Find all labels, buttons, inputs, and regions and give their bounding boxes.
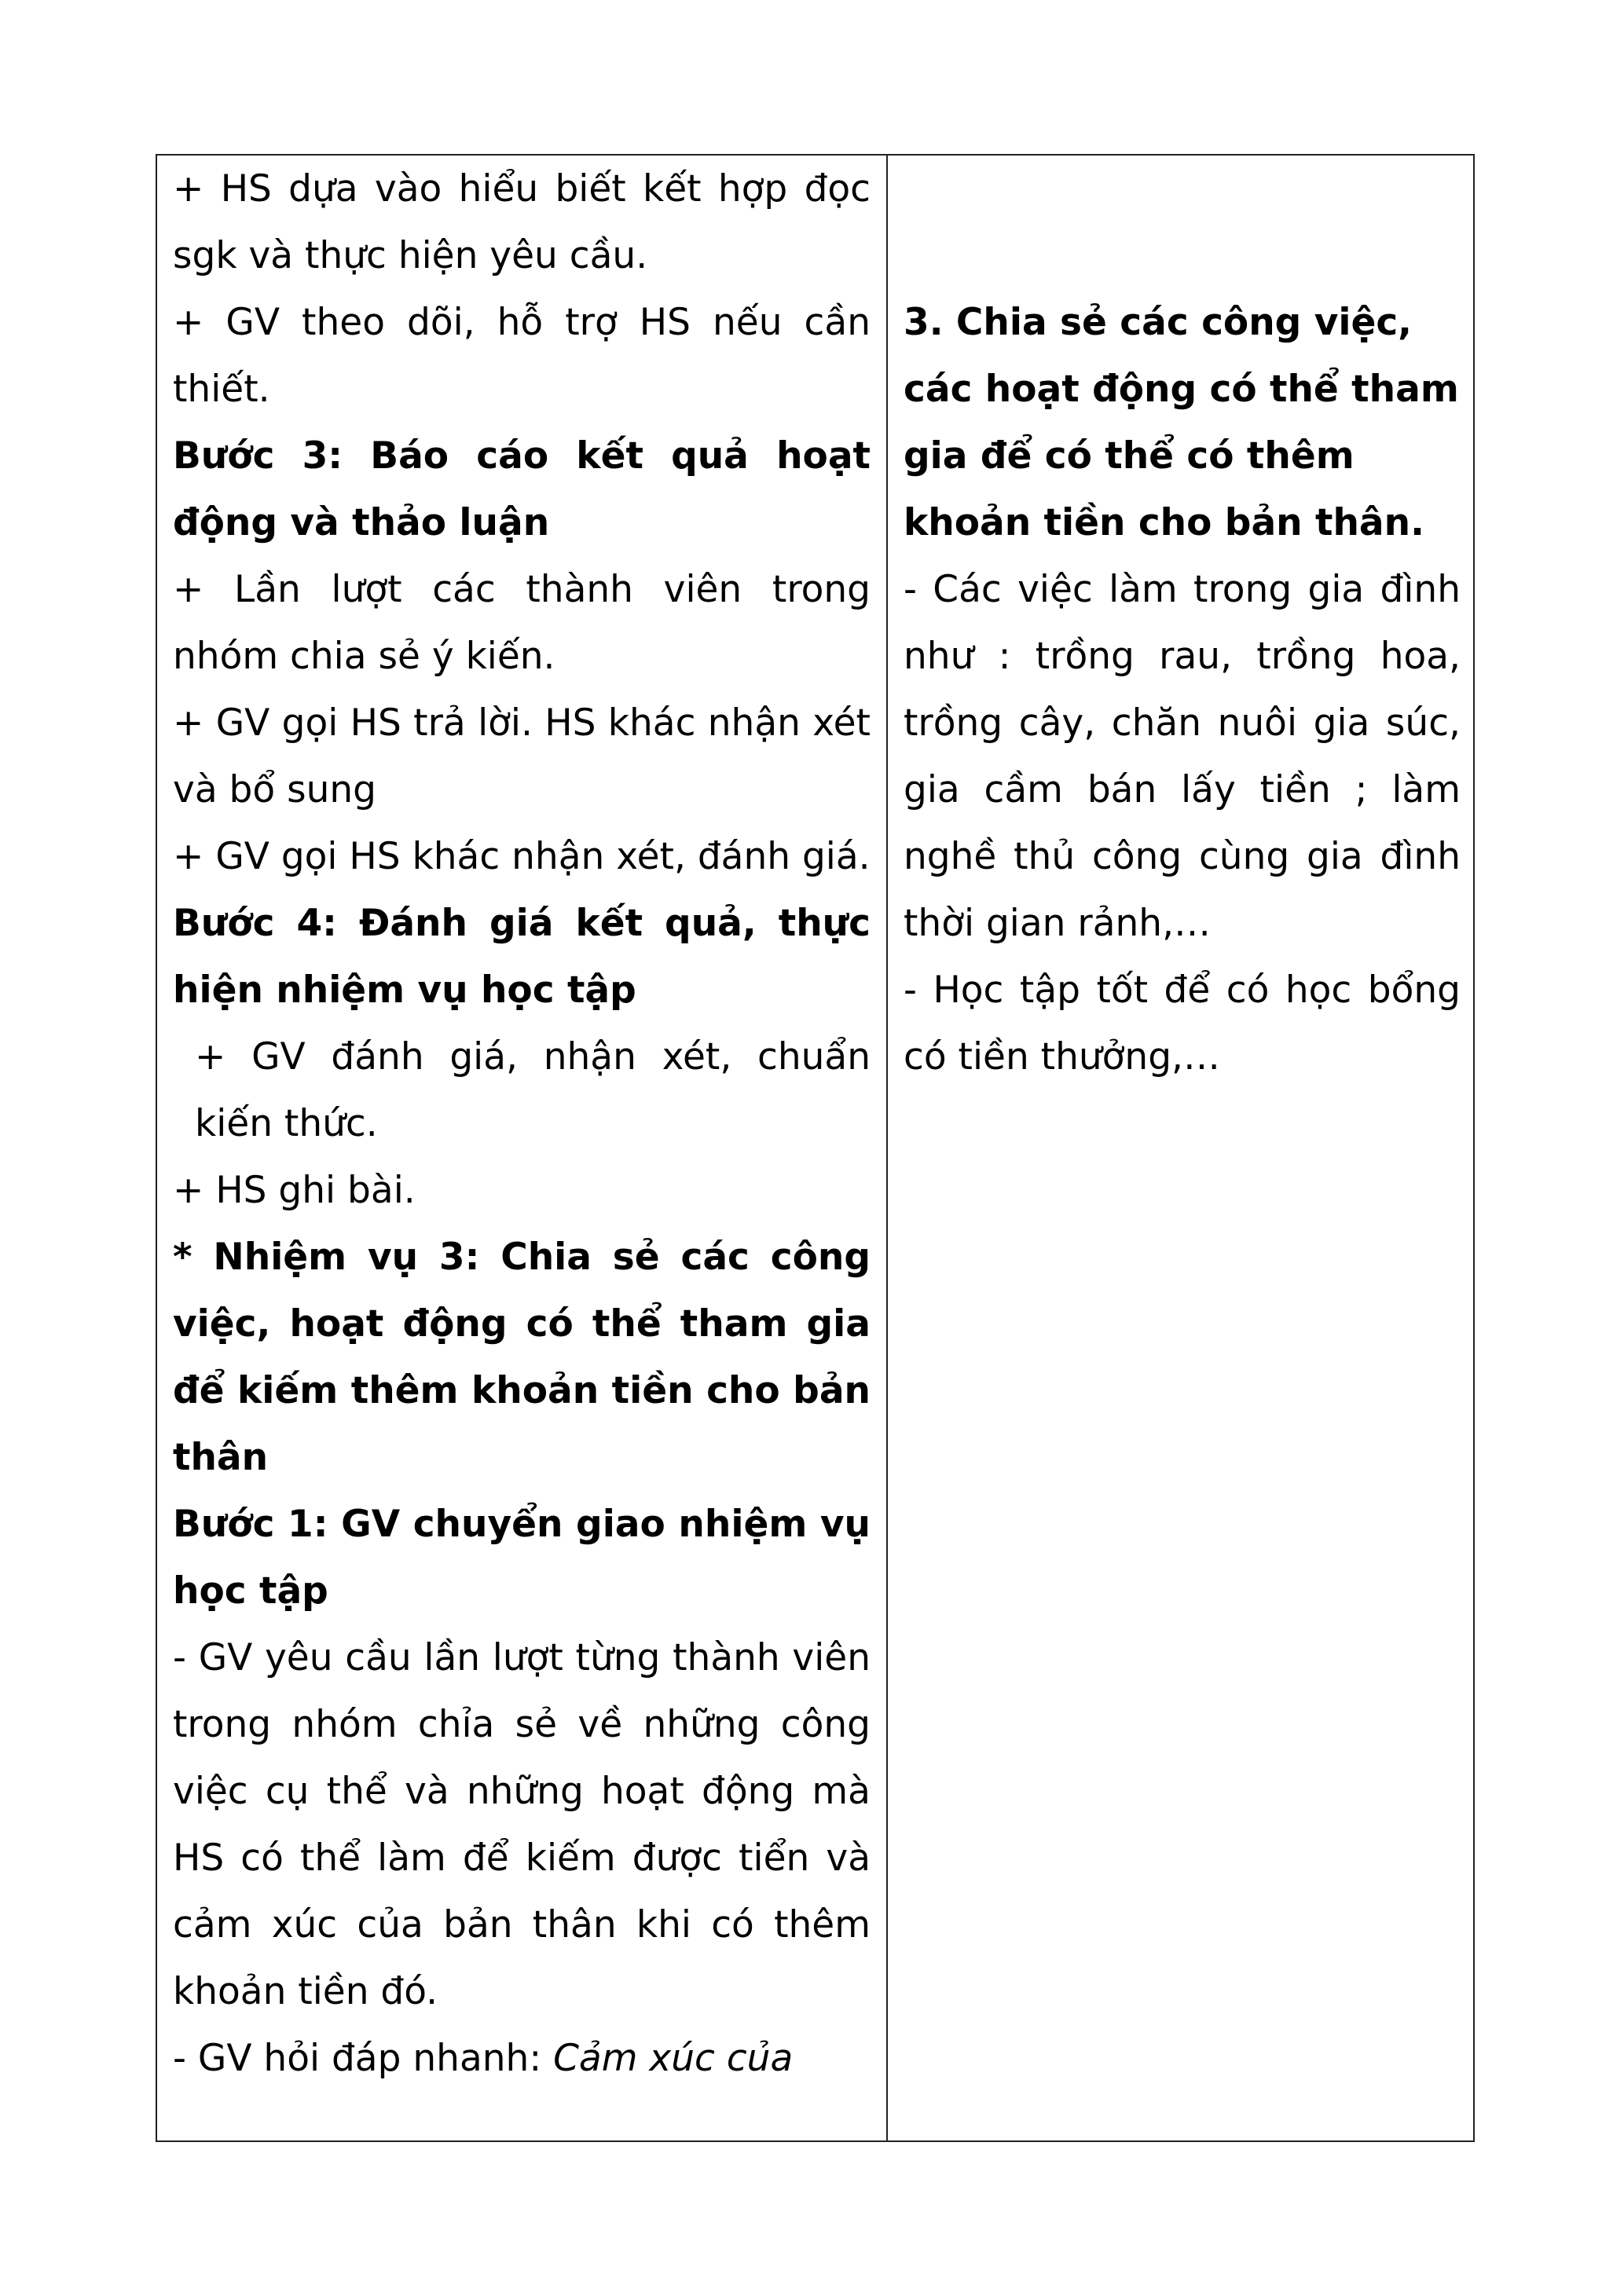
step-4-heading: Bước 4: Đánh giá kết quả, thực hiện nhiệm vụ học tập	[173, 902, 871, 1012]
activity-column	[157, 156, 886, 2140]
step-3-heading: Bước 3: Báo cáo kết quả hoạt động và thảo luận	[173, 434, 871, 544]
task-3-heading: * Nhiệm vụ 3: Chia sẻ các công việc, hoạt động có thể tham gia để kiếm thêm khoản tiền cho bản thân	[173, 1236, 871, 1479]
student-task-text: + HS dựa vào hiểu biết kết hợp đọc sgk và thực hiện yêu cầu.	[173, 167, 871, 277]
quick-question-text	[173, 2025, 871, 2092]
teacher-conclude-text: + GV đánh giá, nhận xét, chuẩn kiến thức.	[195, 1035, 871, 1145]
teacher-request-text: - GV yêu cầu lần lượt từng thành viên trong nhóm chỉa sẻ về những công việc cụ thể và những hoạt động mà HS có thể làm để kiếm được tiển và cảm xúc của bản thân khi có thêm khoản tiền đó.	[173, 1636, 871, 2013]
family-jobs-item: - Các việc làm trong gia đình như : trồng rau, trồng hoa, trồng cây, chăn nuôi gia súc, gia cầm bán lấy tiền ; làm nghề thủ công cùng gia đình thời gian rảnh,…	[904, 568, 1461, 945]
teacher-call-text: + GV gọi HS trả lời. HS khác nhận xét và bổ sung	[173, 701, 871, 811]
blank-line	[904, 156, 1461, 222]
quick-question-italic: Cảm xúc của	[553, 2037, 794, 2080]
teacher-evaluate-text: + GV gọi HS khác nhận xét, đánh giá.	[173, 835, 871, 878]
content-column	[888, 156, 1475, 2140]
group-share-text: + Lần lượt các thành viên trong nhóm chia sẻ ý kiến.	[173, 568, 871, 678]
study-scholarship-item: - Học tập tốt để có học bổng có tiền thưởng,…	[904, 969, 1461, 1078]
step-1-heading: Bước 1: GV chuyển giao nhiệm vụ học tập	[173, 1503, 871, 1613]
lesson-table	[156, 154, 1475, 2142]
section-3-heading: 3. Chia sẻ các công việc, các hoạt động có thể tham gia để có thể có thêm khoản tiền cho bản thân.	[904, 301, 1459, 544]
quick-question-lead: - GV hỏi đáp nhanh:	[173, 2037, 554, 2080]
blank-line	[904, 222, 1461, 289]
student-note-text: + HS ghi bài.	[173, 1169, 416, 1212]
teacher-support-text: + GV theo dõi, hỗ trợ HS nếu cần thiết.	[173, 301, 871, 411]
